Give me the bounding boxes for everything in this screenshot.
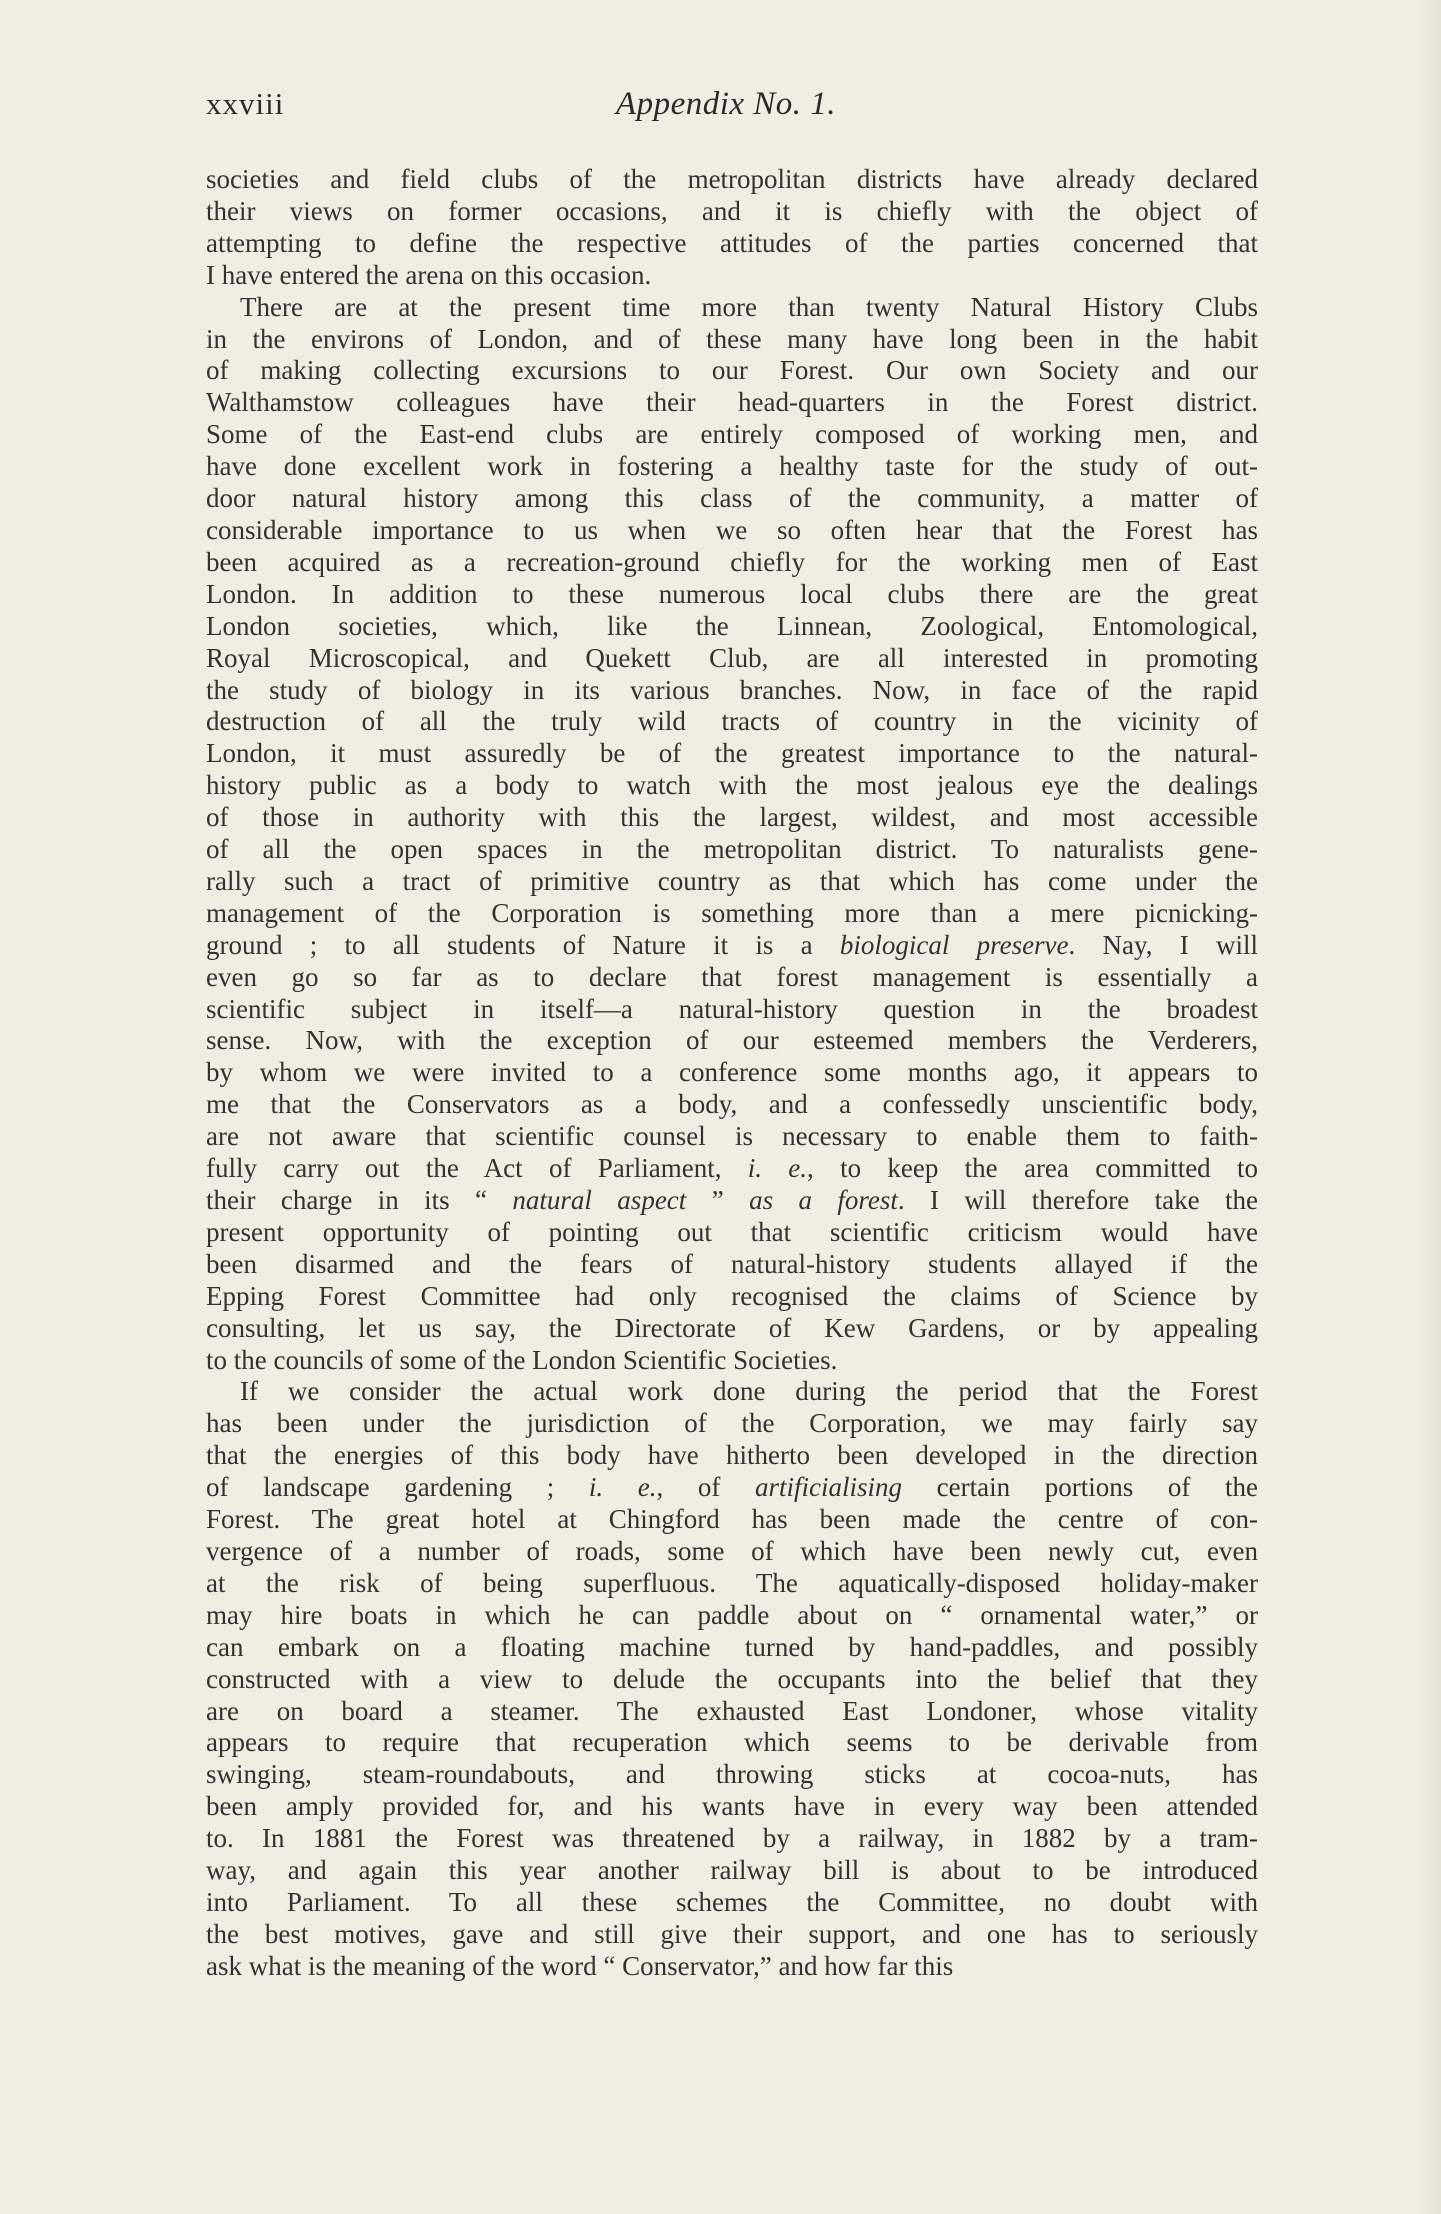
paragraph-1 [206,164,1258,292]
text-line: Forest. The great hotel at Chingford has been made the centre of con- [206,1504,1258,1535]
text-line: their charge in its “ natural aspect ” as a forest. I will therefore take the [206,1185,1258,1215]
text-line: to. In 1881 the Forest was threatened by a railway, in 1882 by a tram- [206,1823,1258,1854]
text-line: at the risk of being superfluous. The aquatically-disposed holiday-maker [206,1567,1258,1598]
text-line: Royal Microscopical, and Quekett Club, are all interested in promoting [206,642,1258,673]
text-line: vergence of a number of roads, some of which have been newly cut, even [206,1535,1258,1566]
text-line: societies and field clubs of the metropolitan districts have already declared [206,164,1258,194]
text-line: attempting to define the respective attitudes of the parties concerned that [206,227,1258,258]
text-line: ask what is the meaning of the word “ Conservator,” and how far this [206,1950,954,1981]
text-line: London societies, which, like the Linnean, Zoological, Entomological, [206,610,1258,641]
paragraph-2 [206,292,1258,1377]
text-line: door natural history among this class of the community, a matter of [206,483,1258,514]
text-line: destruction of all the truly wild tracts of country in the vicinity of [206,706,1258,737]
text-line: been disarmed and the fears of natural-history students allayed if the [206,1248,1258,1279]
text-line: Walthamstow colleagues have their head-quarters in the Forest district. [206,387,1258,418]
text-line: rally such a tract of primitive country as that which has come under the [206,865,1258,896]
text-line: been amply provided for, and his wants have in every way been attended [206,1791,1258,1822]
text-line: If we consider the actual work done during the period that the Forest [240,1376,1258,1407]
text-line: their views on former occasions, and it is chiefly with the object of [206,195,1258,226]
text-line: has been under the jurisdiction of the Corporation, we may fairly say [206,1408,1258,1439]
text-line: can embark on a floating machine turned by hand-paddles, and possibly [206,1631,1258,1662]
page-edge-shadow [1415,0,1441,2214]
text-line: Some of the East-end clubs are entirely composed of working men, and [206,419,1258,450]
text-line: Epping Forest Committee had only recognised the claims of Science by [206,1280,1258,1311]
text-line: appears to require that recuperation which seems to be derivable from [206,1727,1258,1758]
text-line: constructed with a view to delude the occupants into the belief that they [206,1663,1258,1694]
text-line: London, it must assuredly be of the greatest importance to the natural- [206,738,1258,769]
text-line: ground ; to all students of Nature it is a biological preserve. Nay, I will [206,929,1258,960]
text-line: fully carry out the Act of Parliament, i. e., to keep the area committed to [206,1153,1258,1184]
text-line: present opportunity of pointing out that scientific criticism would have [206,1216,1258,1247]
text-line: consulting, let us say, the Directorate of Kew Gardens, or by appealing [206,1312,1258,1343]
text-line: considerable importance to us when we so often hear that the Forest has [206,514,1258,545]
text-line: the best motives, gave and still give their support, and one has to seriously [206,1918,1258,1949]
text-line: sense. Now, with the exception of our esteemed members the Verderers, [206,1025,1258,1056]
text-line: into Parliament. To all these schemes the Committee, no doubt with [206,1886,1258,1917]
text-line: swinging, steam-roundabouts, and throwing sticks at cocoa-nuts, has [206,1759,1258,1790]
text-line: history public as a body to watch with the most jealous eye the dealings [206,770,1258,801]
text-line: have done excellent work in fostering a healthy taste for the study of out- [206,451,1258,482]
text-line: of all the open spaces in the metropolitan district. To naturalists gene- [206,834,1258,865]
text-line: of those in authority with this the largest, wildest, and most accessible [206,802,1258,833]
text-line: me that the Conservators as a body, and a confessedly unscientific body, [206,1089,1258,1120]
body-text [206,164,1258,1983]
text-line: by whom we were invited to a conference some months ago, it appears to [206,1057,1258,1088]
text-line: London. In addition to these numerous local clubs there are the great [206,578,1258,609]
page-header [206,86,1246,130]
text-line: of making collecting excursions to our Forest. Our own Society and our [206,355,1258,386]
text-line: management of the Corporation is something more than a mere picnicking- [206,897,1258,928]
text-line: been acquired as a recreation-ground chiefly for the working men of East [206,546,1258,577]
text-line: in the environs of London, and of these many have long been in the habit [206,323,1258,354]
paragraph-3 [206,1376,1258,1982]
text-line: There are at the present time more than twenty Natural History Clubs [240,291,1258,322]
text-line: are on board a steamer. The exhausted East Londoner, whose vitality [206,1695,1258,1726]
text-line: I have entered the arena on this occasion. [206,259,652,290]
page-number: xxviii [206,86,285,121]
text-line: way, and again this year another railway bill is about to be introduced [206,1855,1258,1886]
text-line: of landscape gardening ; i. e., of artificialising certain portions of the [206,1472,1258,1503]
text-line: even go so far as to declare that forest management is essentially a [206,961,1258,992]
text-line: to the councils of some of the London Scientific Societies. [206,1344,838,1375]
text-line: scientific subject in itself—a natural-history question in the broadest [206,993,1258,1024]
text-line: that the energies of this body have hitherto been developed in the direction [206,1440,1258,1471]
running-head: Appendix No. 1. [615,86,837,122]
text-line: are not aware that scientific counsel is necessary to enable them to faith- [206,1121,1258,1152]
text-line: may hire boats in which he can paddle about on “ ornamental water,” or [206,1599,1258,1630]
text-line: the study of biology in its various branches. Now, in face of the rapid [206,674,1258,705]
